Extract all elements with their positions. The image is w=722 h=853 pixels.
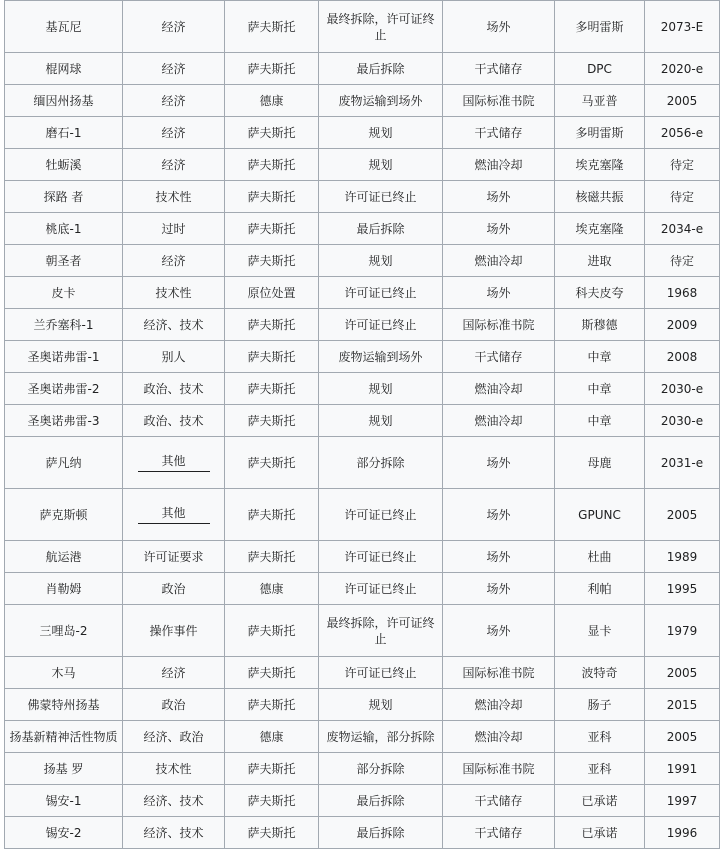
completion-year-cell: 待定	[645, 245, 720, 277]
decommissioning-method-cell: 萨夫斯托	[225, 117, 319, 149]
status-cell: 废物运输到场外	[319, 85, 443, 117]
shutdown-reason-cell: 经济	[123, 1, 225, 53]
table-row	[5, 489, 720, 541]
status-cell: 废物运输到场外	[319, 341, 443, 373]
completion-year-cell: 2005	[645, 657, 720, 689]
fuel-storage-cell: 场外	[443, 277, 555, 309]
operator-cell: 埃克塞隆	[555, 149, 645, 181]
decommissioning-method-cell: 原位处置	[225, 277, 319, 309]
fuel-storage-cell: 燃油冷却	[443, 721, 555, 753]
operator-cell: 母鹿	[555, 437, 645, 489]
completion-year-cell: 1979	[645, 605, 720, 657]
reactor-name-cell: 牡蛎溪	[5, 149, 123, 181]
operator-cell: 中章	[555, 341, 645, 373]
status-cell: 最后拆除	[319, 785, 443, 817]
operator-cell: 利帕	[555, 573, 645, 605]
shutdown-reason-cell: 经济、技术	[123, 785, 225, 817]
decommissioning-method-cell: 萨夫斯托	[225, 541, 319, 573]
decommissioning-method-cell: 萨夫斯托	[225, 149, 319, 181]
shutdown-reason-cell: 经济	[123, 149, 225, 181]
completion-year-cell: 2030-e	[645, 405, 720, 437]
status-cell: 许可证已终止	[319, 181, 443, 213]
completion-year-cell: 2015	[645, 689, 720, 721]
decommissioning-method-cell: 萨夫斯托	[225, 341, 319, 373]
operator-cell: 多明雷斯	[555, 1, 645, 53]
operator-cell: DPC	[555, 53, 645, 85]
operator-cell: 显卡	[555, 605, 645, 657]
status-cell: 许可证已终止	[319, 277, 443, 309]
reactor-name-cell: 磨石-1	[5, 117, 123, 149]
completion-year-cell: 2034-e	[645, 213, 720, 245]
table-row	[5, 657, 720, 689]
reactor-name-cell: 萨凡纳	[5, 437, 123, 489]
reactor-name-cell: 佛蒙特州扬基	[5, 689, 123, 721]
reactor-name-cell: 三哩岛-2	[5, 605, 123, 657]
reactor-name-cell: 朝圣者	[5, 245, 123, 277]
operator-cell: 科夫皮夸	[555, 277, 645, 309]
reactor-name-cell: 桃底-1	[5, 213, 123, 245]
fuel-storage-cell: 国际标准书院	[443, 85, 555, 117]
operator-cell: 波特奇	[555, 657, 645, 689]
shutdown-reason-cell: 经济、政治	[123, 721, 225, 753]
completion-year-cell: 1995	[645, 573, 720, 605]
completion-year-cell: 1991	[645, 753, 720, 785]
status-cell: 许可证已终止	[319, 657, 443, 689]
table-row	[5, 53, 720, 85]
table-row	[5, 573, 720, 605]
table-row	[5, 149, 720, 181]
shutdown-reason-cell: 技术性	[123, 277, 225, 309]
operator-cell: 埃克塞隆	[555, 213, 645, 245]
fuel-storage-cell: 场外	[443, 437, 555, 489]
completion-year-cell: 待定	[645, 181, 720, 213]
decommissioning-method-cell: 萨夫斯托	[225, 213, 319, 245]
decommissioning-method-cell: 萨夫斯托	[225, 689, 319, 721]
reactor-name-cell: 皮卡	[5, 277, 123, 309]
table-row	[5, 373, 720, 405]
table-row	[5, 117, 720, 149]
status-cell: 规划	[319, 117, 443, 149]
shutdown-reason-cell: 别人	[123, 341, 225, 373]
completion-year-cell: 2073-E	[645, 1, 720, 53]
completion-year-cell: 2005	[645, 489, 720, 541]
operator-cell: 马亚普	[555, 85, 645, 117]
shutdown-reason-cell: 经济、技术	[123, 309, 225, 341]
shutdown-reason-cell	[123, 437, 225, 489]
fuel-storage-cell: 场外	[443, 489, 555, 541]
shutdown-reason-cell: 经济、技术	[123, 817, 225, 849]
decommissioning-method-cell: 萨夫斯托	[225, 817, 319, 849]
completion-year-cell: 1996	[645, 817, 720, 849]
reactor-name-cell: 萨克斯顿	[5, 489, 123, 541]
shutdown-reason-cell: 经济	[123, 53, 225, 85]
operator-cell: 杜曲	[555, 541, 645, 573]
status-cell: 规划	[319, 245, 443, 277]
reactor-name-cell: 探路 者	[5, 181, 123, 213]
fuel-storage-cell: 国际标准书院	[443, 309, 555, 341]
fuel-storage-cell: 场外	[443, 573, 555, 605]
reactor-name-cell: 圣奥诺弗雷-2	[5, 373, 123, 405]
decommissioning-method-cell: 萨夫斯托	[225, 373, 319, 405]
completion-year-cell: 2031-e	[645, 437, 720, 489]
status-cell: 最后拆除	[319, 53, 443, 85]
shutdown-reason-cell	[123, 489, 225, 541]
reactor-name-cell: 扬基 罗	[5, 753, 123, 785]
shutdown-reason-cell: 政治	[123, 689, 225, 721]
operator-cell: 亚科	[555, 721, 645, 753]
table-row	[5, 753, 720, 785]
shutdown-reason-cell: 技术性	[123, 753, 225, 785]
status-cell: 最后拆除	[319, 213, 443, 245]
table-row	[5, 541, 720, 573]
shutdown-reason-cell: 技术性	[123, 181, 225, 213]
decommissioning-method-cell: 萨夫斯托	[225, 605, 319, 657]
table-row	[5, 309, 720, 341]
status-cell: 最终拆除，许可证终止	[319, 605, 443, 657]
decommissioning-method-cell: 萨夫斯托	[225, 753, 319, 785]
decommissioning-method-cell: 德康	[225, 85, 319, 117]
fuel-storage-cell: 干式储存	[443, 785, 555, 817]
table-row	[5, 785, 720, 817]
operator-cell: 中章	[555, 373, 645, 405]
fuel-storage-cell: 燃油冷却	[443, 405, 555, 437]
operator-cell: 肠子	[555, 689, 645, 721]
status-cell: 废物运输，部分拆除	[319, 721, 443, 753]
operator-cell: GPUNC	[555, 489, 645, 541]
fuel-storage-cell: 燃油冷却	[443, 245, 555, 277]
decommissioning-method-cell: 萨夫斯托	[225, 309, 319, 341]
status-cell: 部分拆除	[319, 437, 443, 489]
shutdown-reason-cell: 经济	[123, 85, 225, 117]
shutdown-reason-cell: 许可证要求	[123, 541, 225, 573]
fuel-storage-cell: 场外	[443, 213, 555, 245]
shutdown-reason-cell: 经济	[123, 117, 225, 149]
reactor-name-cell: 圣奥诺弗雷-3	[5, 405, 123, 437]
decommissioning-method-cell: 萨夫斯托	[225, 785, 319, 817]
decommissioning-method-cell: 德康	[225, 721, 319, 753]
table-row	[5, 213, 720, 245]
fuel-storage-cell: 国际标准书院	[443, 657, 555, 689]
table-row	[5, 181, 720, 213]
table-row	[5, 721, 720, 753]
completion-year-cell: 1968	[645, 277, 720, 309]
status-cell: 许可证已终止	[319, 489, 443, 541]
fuel-storage-cell: 燃油冷却	[443, 689, 555, 721]
decommissioning-method-cell: 萨夫斯托	[225, 53, 319, 85]
reactor-name-cell: 圣奥诺弗雷-1	[5, 341, 123, 373]
completion-year-cell: 2005	[645, 85, 720, 117]
status-cell: 最终拆除，许可证终止	[319, 1, 443, 53]
operator-cell: 斯穆德	[555, 309, 645, 341]
fuel-storage-cell: 场外	[443, 181, 555, 213]
decommissioning-method-cell: 德康	[225, 573, 319, 605]
status-cell: 部分拆除	[319, 753, 443, 785]
shutdown-reason-cell: 政治、技术	[123, 373, 225, 405]
decommissioning-table	[4, 0, 720, 849]
operator-cell: 已承诺	[555, 785, 645, 817]
table-row	[5, 1, 720, 53]
reactor-name-cell: 航运港	[5, 541, 123, 573]
decommissioning-method-cell: 萨夫斯托	[225, 181, 319, 213]
shutdown-reason-text: 其他	[138, 505, 210, 524]
completion-year-cell: 2030-e	[645, 373, 720, 405]
fuel-storage-cell: 干式储存	[443, 53, 555, 85]
completion-year-cell: 1989	[645, 541, 720, 573]
fuel-storage-cell: 国际标准书院	[443, 753, 555, 785]
status-cell: 许可证已终止	[319, 573, 443, 605]
reactor-name-cell: 棍网球	[5, 53, 123, 85]
reactor-name-cell: 基瓦尼	[5, 1, 123, 53]
shutdown-reason-cell: 经济	[123, 657, 225, 689]
status-cell: 规划	[319, 405, 443, 437]
completion-year-cell: 2008	[645, 341, 720, 373]
fuel-storage-cell: 场外	[443, 605, 555, 657]
reactor-name-cell: 木马	[5, 657, 123, 689]
fuel-storage-cell: 燃油冷却	[443, 373, 555, 405]
operator-cell: 中章	[555, 405, 645, 437]
completion-year-cell: 2005	[645, 721, 720, 753]
decommissioning-method-cell: 萨夫斯托	[225, 245, 319, 277]
fuel-storage-cell: 燃油冷却	[443, 149, 555, 181]
reactor-name-cell: 锡安-1	[5, 785, 123, 817]
operator-cell: 进取	[555, 245, 645, 277]
table-row	[5, 817, 720, 849]
fuel-storage-cell: 干式储存	[443, 117, 555, 149]
completion-year-cell: 待定	[645, 149, 720, 181]
decommissioning-method-cell: 萨夫斯托	[225, 437, 319, 489]
table-row	[5, 437, 720, 489]
reactor-name-cell: 锡安-2	[5, 817, 123, 849]
fuel-storage-cell: 场外	[443, 541, 555, 573]
decommissioning-method-cell: 萨夫斯托	[225, 489, 319, 541]
shutdown-reason-cell: 过时	[123, 213, 225, 245]
reactor-name-cell: 缅因州扬基	[5, 85, 123, 117]
shutdown-reason-text: 其他	[138, 453, 210, 472]
fuel-storage-cell: 场外	[443, 1, 555, 53]
table-row	[5, 277, 720, 309]
status-cell: 许可证已终止	[319, 541, 443, 573]
table-row	[5, 605, 720, 657]
operator-cell: 已承诺	[555, 817, 645, 849]
operator-cell: 亚科	[555, 753, 645, 785]
operator-cell: 多明雷斯	[555, 117, 645, 149]
shutdown-reason-cell: 政治、技术	[123, 405, 225, 437]
table-row	[5, 85, 720, 117]
operator-cell: 核磁共振	[555, 181, 645, 213]
table-row	[5, 341, 720, 373]
status-cell: 许可证已终止	[319, 309, 443, 341]
fuel-storage-cell: 干式储存	[443, 341, 555, 373]
completion-year-cell: 2009	[645, 309, 720, 341]
completion-year-cell: 2056-e	[645, 117, 720, 149]
status-cell: 规划	[319, 149, 443, 181]
status-cell: 最后拆除	[319, 817, 443, 849]
status-cell: 规划	[319, 689, 443, 721]
status-cell: 规划	[319, 373, 443, 405]
reactor-name-cell: 扬基新精神活性物质	[5, 721, 123, 753]
table-row	[5, 689, 720, 721]
shutdown-reason-cell: 政治	[123, 573, 225, 605]
fuel-storage-cell: 干式储存	[443, 817, 555, 849]
reactor-name-cell: 肖勒姆	[5, 573, 123, 605]
completion-year-cell: 2020-e	[645, 53, 720, 85]
decommissioning-method-cell: 萨夫斯托	[225, 1, 319, 53]
completion-year-cell: 1997	[645, 785, 720, 817]
reactor-name-cell: 兰乔塞科-1	[5, 309, 123, 341]
shutdown-reason-cell: 经济	[123, 245, 225, 277]
table-row	[5, 405, 720, 437]
shutdown-reason-cell: 操作事件	[123, 605, 225, 657]
table-row	[5, 245, 720, 277]
decommissioning-method-cell: 萨夫斯托	[225, 657, 319, 689]
decommissioning-method-cell: 萨夫斯托	[225, 405, 319, 437]
